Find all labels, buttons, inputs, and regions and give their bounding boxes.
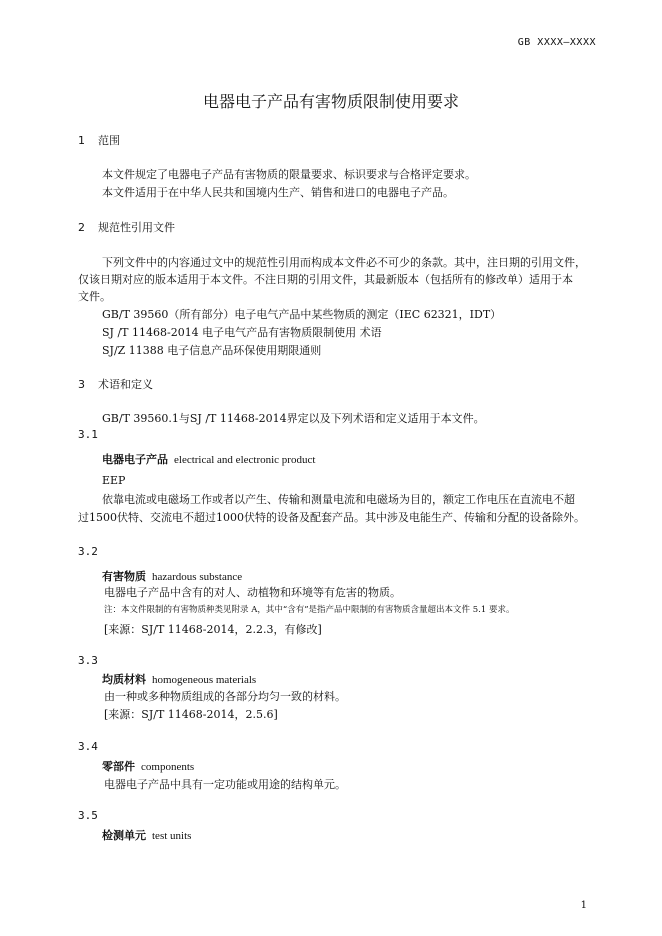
term-zh: 零部件 — [102, 760, 135, 773]
subclause-number: 3.1 — [78, 428, 98, 441]
reference-item: SJ/Z 11388 电子信息产品环保使用期限通则 — [102, 344, 322, 357]
term-entry — [102, 568, 242, 584]
term-abbreviation: EEP — [102, 474, 126, 487]
definition-line: 过1500伏特、交流电不超过1000伏特的设备及配套产品。其中涉及电能生产、传输和分配的设备除外。 — [78, 511, 585, 524]
section-title: 范围 — [98, 134, 120, 147]
subclause-number: 3.4 — [78, 740, 98, 753]
term-en: test units — [152, 830, 192, 842]
term-zh: 检测单元 — [102, 829, 146, 842]
term-entry — [102, 827, 191, 843]
term-zh: 电器电子产品 — [102, 453, 168, 466]
term-en: homogeneous materials — [152, 674, 257, 686]
paragraph: 本文件适用于在中华人民共和国境内生产、销售和进口的电器电子产品。 — [102, 186, 454, 199]
paragraph-line: 仅该日期对应的版本适用于本文件。不注日期的引用文件，其最新版本（包括所有的修改单）适用于本 — [78, 273, 573, 286]
document-code: GB XXXX—XXXX — [517, 37, 596, 48]
paragraph-line: 文件。 — [78, 290, 111, 303]
reference-item: GB/T 39560（所有部分）电子电气产品中某些物质的测定（IEC 62321，IDT） — [102, 308, 502, 321]
section-number: 3 — [78, 378, 85, 391]
term-en: hazardous substance — [152, 571, 243, 583]
page-number: 1 — [580, 900, 587, 911]
term-en: electrical and electronic product — [174, 454, 316, 466]
section-3-heading — [78, 376, 153, 392]
subclause-number: 3.5 — [78, 809, 98, 822]
definition: 电器电子产品中具有一定功能或用途的结构单元。 — [104, 778, 346, 791]
source-reference: [来源：SJ/T 11468-2014，2.5.6] — [104, 708, 278, 721]
term-entry — [102, 758, 194, 774]
note: 注：本文件限制的有害物质种类见附录 A，其中“含有”是指产品中限制的有害物质含量超出本文件 5.1 要求。 — [104, 605, 515, 615]
definition: 由一种或多种物质组成的各部分均匀一致的材料。 — [104, 690, 346, 703]
paragraph: 本文件规定了电器电子产品有害物质的限量要求、标识要求与合格评定要求。 — [102, 168, 476, 181]
term-en: components — [141, 761, 195, 773]
definition: 电器电子产品中含有的对人、动植物和环境等有危害的物质。 — [104, 586, 401, 599]
section-title: 规范性引用文件 — [98, 221, 175, 234]
subclause-number: 3.2 — [78, 545, 98, 558]
paragraph-line: 下列文件中的内容通过文中的规范性引用而构成本文件必不可少的条款。其中，注日期的引用文件， — [102, 256, 586, 269]
paragraph: GB/T 39560.1与SJ /T 11468-2014界定以及下列术语和定义适用于本文件。 — [102, 412, 485, 425]
term-zh: 有害物质 — [102, 570, 146, 583]
section-title: 术语和定义 — [98, 378, 153, 391]
section-number: 2 — [78, 221, 85, 234]
section-number: 1 — [78, 134, 85, 147]
term-entry — [102, 671, 256, 687]
section-1-heading — [78, 132, 120, 148]
reference-item: SJ /T 11468-2014 电子电气产品有害物质限制使用 术语 — [102, 326, 382, 339]
definition-line: 依靠电流或电磁场工作或者以产生、传输和测量电流和电磁场为目的，额定工作电压在直流电不超 — [102, 493, 575, 506]
document-title: 电器电子产品有害物质限制使用要求 — [202, 92, 459, 111]
term-entry — [102, 451, 315, 467]
subclause-number: 3.3 — [78, 654, 98, 667]
term-zh: 均质材料 — [102, 673, 146, 686]
source-reference: [来源：SJ/T 11468-2014，2.2.3，有修改] — [104, 623, 322, 636]
section-2-heading — [78, 219, 175, 235]
